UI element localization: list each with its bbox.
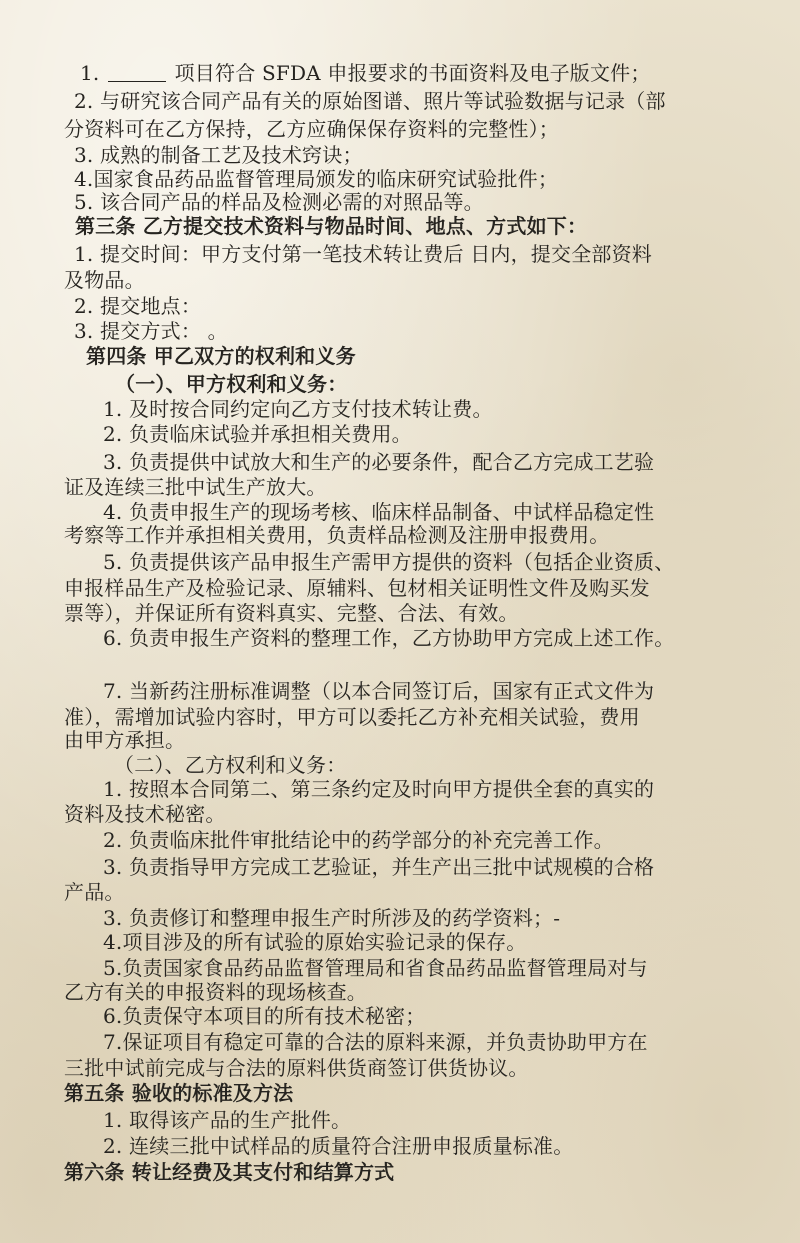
doc-line: 5. 该合同产品的样品及检测必需的对照品等。 [74, 190, 484, 214]
doc-line: 及物品。 [64, 268, 145, 292]
doc-line: 乙方有关的申报资料的现场核查。 [64, 980, 367, 1004]
doc-line: 4.国家食品药品监督管理局颁发的临床研究试验批件； [74, 167, 559, 191]
fill-in-blank [108, 63, 166, 82]
subsection-heading: （一）、甲方权利和义务： [115, 372, 348, 396]
doc-line: 3. 提交方式： 。 [74, 319, 228, 343]
doc-line: 2. 与研究该合同产品有关的原始图谱、照片等试验数据与记录（部 [74, 89, 666, 113]
doc-line: 产品。 [64, 880, 125, 904]
doc-line: 6.负责保守本项目的所有技术秘密； [103, 1004, 426, 1028]
doc-line: 准），需增加试验内容时，甲方可以委托乙方补充相关试验，费用 [64, 705, 640, 729]
doc-line: 2. 连续三批中试样品的质量符合注册申报质量标准。 [103, 1134, 574, 1158]
doc-line: 三批中试前完成与合法的原料供货商签订供货协议。 [64, 1056, 529, 1080]
doc-line: 1. 按照本合同第二、第三条约定及时向甲方提供全套的真实的 [103, 777, 655, 801]
doc-line: 考察等工作并承担相关费用，负责样品检测及注册申报费用。 [64, 523, 610, 547]
section-heading-6: 第六条 转让经费及其支付和结算方式 [64, 1160, 395, 1184]
subsection-heading: （二）、乙方权利和义务： [114, 753, 347, 777]
doc-line: 资料及技术秘密。 [64, 802, 226, 826]
doc-line: 1. 取得该产品的生产批件。 [103, 1108, 352, 1132]
doc-line: 2. 负责临床批件审批结论中的药学部分的补充完善工作。 [103, 828, 614, 852]
doc-line: 6. 负责申报生产资料的整理工作，乙方协助甲方完成上述工作。 [103, 626, 675, 650]
doc-line: 3. 负责修订和整理申报生产时所涉及的药学资料；- [103, 906, 561, 930]
doc-line: 4.项目涉及的所有试验的原始实验记录的保存。 [103, 930, 527, 954]
doc-line: 2. 提交地点： [74, 294, 202, 318]
doc-line: 2. 负责临床试验并承担相关费用。 [103, 422, 412, 446]
section-heading-3: 第三条 乙方提交技术资料与物品时间、地点、方式如下： [75, 214, 588, 238]
doc-line: 票等），并保证所有资料真实、完整、合法、有效。 [64, 601, 519, 625]
section-heading-5: 第五条 验收的标准及方法 [64, 1081, 294, 1105]
doc-line: 证及连续三批中试生产放大。 [64, 475, 327, 499]
doc-line: 1. 提交时间：甲方支付第一笔技术转让费后 日内，提交全部资料 [74, 242, 652, 266]
doc-line: 由甲方承担。 [64, 728, 186, 752]
doc-line: 3. 成熟的制备工艺及技术窍诀； [74, 143, 363, 167]
doc-line: 7. 当新药注册标准调整（以本合同签订后，国家有正式文件为 [103, 679, 655, 703]
doc-line: 分资料可在乙方保持，乙方应确保保存资料的完整性）； [64, 117, 559, 141]
first-item-number: 1. [80, 61, 100, 85]
first-item-text: 项目符合 SFDA 申报要求的书面资料及电子版文件； [174, 61, 651, 85]
doc-line: 7.保证项目有稳定可靠的合法的原料来源，并负责协助甲方在 [103, 1030, 648, 1054]
doc-line: 3. 负责提供中试放大和生产的必要条件，配合乙方完成工艺验 [103, 450, 655, 474]
doc-line: 5. 负责提供该产品申报生产需甲方提供的资料（包括企业资质、 [103, 550, 675, 574]
doc-line: 4. 负责申报生产的现场考核、临床样品制备、中试样品稳定性 [103, 500, 655, 524]
doc-line: 1. 及时按合同约定向乙方支付技术转让费。 [103, 397, 493, 421]
doc-line-1 [80, 61, 651, 85]
doc-line: 申报样品生产及检验记录、原辅料、包材相关证明性文件及购买发 [64, 576, 650, 600]
doc-line: 3. 负责指导甲方完成工艺验证，并生产出三批中试规模的合格 [103, 855, 655, 879]
section-heading-4: 第四条 甲乙双方的权利和义务 [86, 344, 356, 368]
doc-line: 5.负责国家食品药品监督管理局和省食品药品监督管理局对与 [103, 956, 648, 980]
